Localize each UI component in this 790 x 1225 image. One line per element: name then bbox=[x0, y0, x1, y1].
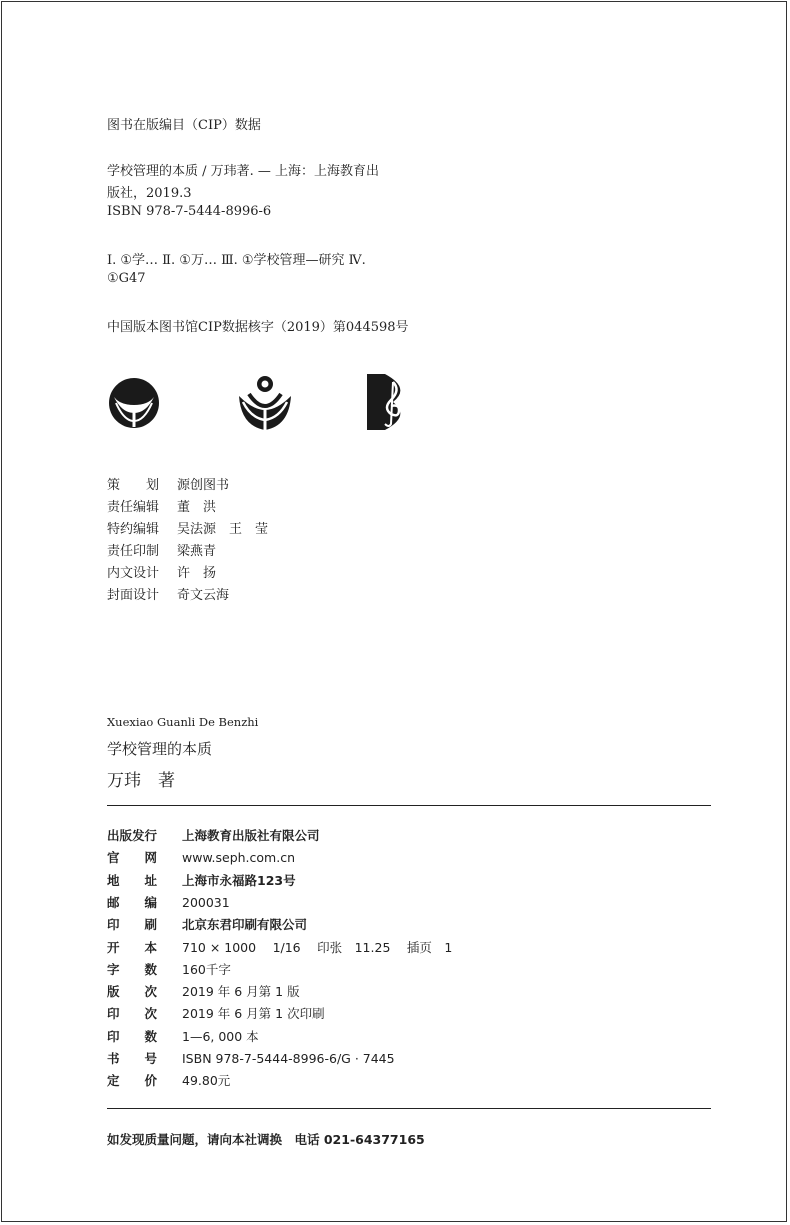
publication-label: 印 次 bbox=[107, 1006, 158, 1022]
publication-label: 出版发行 bbox=[107, 828, 158, 843]
publication-value: 200031 bbox=[182, 894, 230, 910]
cip-title-line-2: 版社，2019.3 bbox=[107, 186, 192, 201]
publication-row bbox=[107, 938, 452, 956]
publication-label: 邮 编 bbox=[107, 894, 158, 910]
cip-title-line-1: 学校管理的本质 / 万玮著. — 上海：上海教育出 bbox=[107, 164, 380, 179]
flower-logo-icon bbox=[237, 374, 293, 436]
publication-label: 书 号 bbox=[107, 1051, 158, 1066]
publication-row bbox=[107, 871, 296, 889]
credit-label: 特约编辑 bbox=[107, 522, 160, 537]
publication-value: ISBN 978-7-5444-8996-6/G · 7445 bbox=[182, 1051, 395, 1066]
credit-label: 内文设计 bbox=[107, 566, 160, 581]
credit-row bbox=[107, 518, 268, 537]
credit-value: 奇文云海 bbox=[177, 588, 230, 603]
publication-row bbox=[107, 826, 320, 844]
publication-label: 官 网 bbox=[107, 850, 158, 866]
publication-value: 1—6, 000 本 bbox=[182, 1028, 259, 1044]
publication-value: 北京东君印刷有限公司 bbox=[182, 917, 308, 933]
cip-isbn: ISBN 978-7-5444-8996-6 bbox=[107, 204, 272, 219]
publication-value: 49.80元 bbox=[182, 1073, 231, 1089]
credit-value: 董 洪 bbox=[177, 500, 217, 515]
publication-value: 上海市永福路123号 bbox=[182, 872, 296, 888]
publication-label: 字 数 bbox=[107, 961, 158, 977]
publication-value: 710 × 1000 1/16 印张 11.25 插页 1 bbox=[182, 939, 453, 955]
quality-notice: 如发现质量问题，请向本社调换 电话 021-64377165 bbox=[107, 1132, 425, 1147]
credit-row bbox=[107, 496, 216, 515]
cip-classification-line-1: Ⅰ. ①学… Ⅱ. ①万… Ⅲ. ①学校管理—研究 Ⅳ. bbox=[107, 253, 366, 268]
treble-clef-logo-icon bbox=[367, 374, 411, 434]
publication-row bbox=[107, 1004, 325, 1022]
cip-record-number: 中国版本图书馆CIP数据核字（2019）第044598号 bbox=[107, 320, 409, 335]
book-author: 万玮 著 bbox=[107, 771, 175, 791]
sprout-logo-icon bbox=[108, 377, 160, 433]
publication-row bbox=[107, 960, 231, 978]
publication-value: 上海教育出版社有限公司 bbox=[182, 828, 320, 843]
credit-value: 许 扬 bbox=[177, 566, 217, 581]
publication-row bbox=[107, 915, 307, 933]
credit-value: 吴法源 王 莹 bbox=[177, 522, 269, 537]
publication-value: 2019 年 6 月第 1 次印刷 bbox=[182, 1006, 325, 1022]
credit-label: 策 划 bbox=[107, 478, 160, 493]
publication-value: www.seph.com.cn bbox=[182, 850, 295, 866]
credit-row bbox=[107, 562, 216, 581]
publication-label: 印 刷 bbox=[107, 917, 158, 933]
credit-row bbox=[107, 584, 229, 603]
divider-bottom bbox=[107, 1108, 711, 1109]
credit-row bbox=[107, 540, 216, 559]
credit-label: 责任编辑 bbox=[107, 500, 160, 515]
publication-label: 版 次 bbox=[107, 984, 158, 1000]
divider-top bbox=[107, 805, 711, 806]
publication-label: 印 数 bbox=[107, 1028, 158, 1044]
publication-row bbox=[107, 848, 295, 866]
cip-heading: 图书在版编目（CIP）数据 bbox=[107, 118, 261, 133]
credit-label: 封面设计 bbox=[107, 588, 160, 603]
publication-row bbox=[107, 1071, 230, 1089]
publication-row bbox=[107, 1027, 259, 1045]
publication-value: 2019 年 6 月第 1 版 bbox=[182, 984, 300, 1000]
credit-label: 责任印制 bbox=[107, 544, 160, 559]
publication-label: 开 本 bbox=[107, 939, 158, 955]
publication-row bbox=[107, 982, 300, 1000]
credit-value: 梁燕青 bbox=[177, 544, 217, 559]
credit-value: 源创图书 bbox=[177, 478, 230, 493]
book-title: 学校管理的本质 bbox=[107, 740, 213, 758]
credit-row bbox=[107, 474, 229, 493]
book-title-pinyin: Xuexiao Guanli De Benzhi bbox=[107, 715, 259, 729]
publication-row bbox=[107, 1049, 395, 1067]
publication-label: 定 价 bbox=[107, 1073, 158, 1089]
cip-classification-line-2: ①G47 bbox=[107, 271, 146, 286]
publication-label: 地 址 bbox=[107, 872, 158, 888]
publication-row bbox=[107, 893, 230, 911]
publication-value: 160千字 bbox=[182, 961, 231, 977]
